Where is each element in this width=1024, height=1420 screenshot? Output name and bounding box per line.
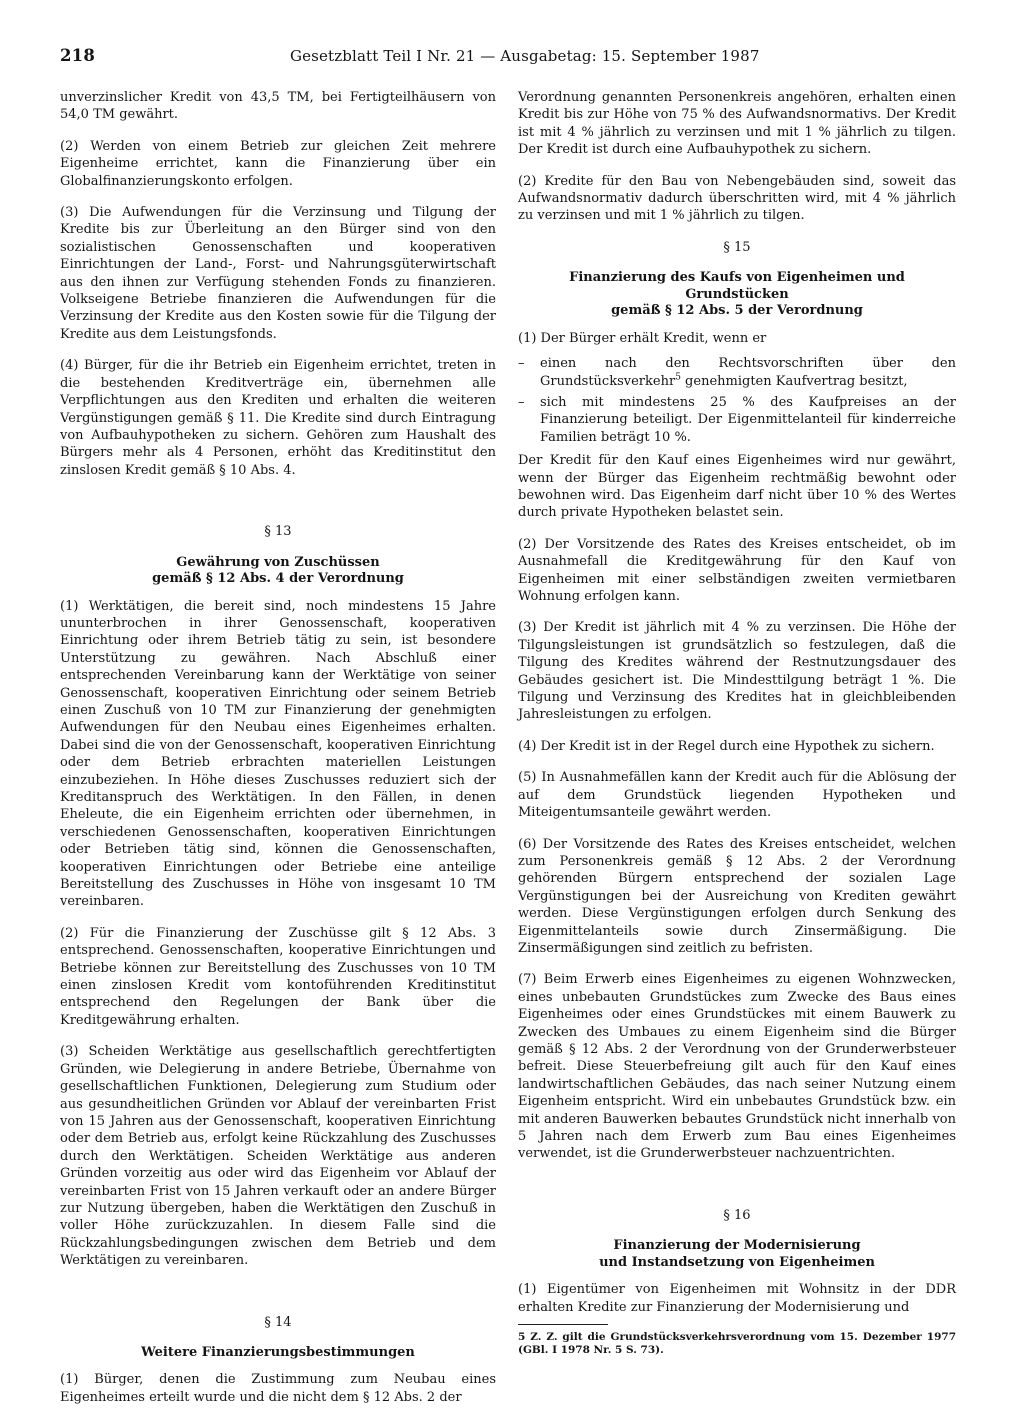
paragraph: (5) In Ausnahmefällen kann der Kredit auch für die Ablösung der auf dem Grundstück liegenden Hypotheken und Miteigentumsanteile gewährt werden. <box>518 770 956 821</box>
section-number-14: § 14 <box>264 1314 292 1330</box>
paragraph: unverzinslicher Kredit von 43,5 TM, bei Fertigteilhäusern von 54,0 TM gewährt. <box>60 90 496 123</box>
paragraph: (3) Die Aufwendungen für die Verzinsung und Tilgung der Kredite bis zur Überleitung an den Bürger sind von den sozialistischen Genossenschaften und kooperativen Einrichtungen der Land-, Forst- und Nahrungsgüterwirtschaft aus den ihnen zur Verfügung stehenden Fonds zu finanzieren. Volkseigene Betriebe finanzieren die Aufwendungen für die Verzinsung der Kredite aus den Kosten sowie für die Tilgung der Kredite aus dem Leistungsfonds. <box>60 205 496 342</box>
paragraph: (4) Bürger, für die ihr Betrieb ein Eigenheim errichtet, treten in die bestehenden Kreditverträge ein, übernehmen alle Verpflichtungen aus den Krediten und erhalten die weiteren Vergünstigungen gemäß § 11. Die Kredite sind durch Eintragung von Aufbauhypotheken zu sichern. Gehören zum Haushalt des Bürgers mehr als 4 Personen, erhöht das Kreditinstitut den zinslosen Kredit gemäß § 10 Abs. 4. <box>60 358 496 478</box>
dash-bullet: – <box>518 356 525 372</box>
section-title-13 <box>60 555 496 588</box>
paragraph: (7) Beim Erwerb eines Eigenheimes zu eigenen Wohnzwecken, eines unbebauten Grundstückes zum Zwecke des Baus eines Eigenheimes oder eines Grundstückes mit einem Bauwerk zu Zwecken des Umbaues zu einem Eigenheim sind die Bürger gemäß § 12 Abs. 2 der Verordnung von der Grunderwerbsteuer befreit. Diese Steuerbefreiung gilt auch für den Kauf eines landwirtschaftlichen Gebäudes, das nach seiner Nutzung einem Eigenheim entspricht. Wird ein unbebautes Grundstück bzw. ein mit anderen Bauwerken bebautes Grundstück nicht innerhalb von 5 Jahren nach dem Erwerb zum Bau eines Eigenheimes verwendet, ist die Grunderwerbsteuer nachzuentrichten. <box>518 972 956 1162</box>
paragraph: (2) Der Vorsitzende des Rates des Kreises entscheidet, ob im Ausnahmefall die Kreditgewährung für den Kauf von Eigenheimen mit einer selbständigen zweiten vermietbaren Wohnung erfolgen kann. <box>518 536 956 605</box>
section-title-16 <box>518 1238 956 1271</box>
section-title-line: Gewährung von Zuschüssen <box>176 554 380 570</box>
paragraph: Verordnung genannten Personenkreis angehören, erhalten einen Kredit bis zur Höhe von 75 % des Aufwandsnormativs. Der Kredit ist mit 4 % jährlich zu verzinsen und mit 1 % jährlich zu tilgen. Der Kredit ist durch eine Aufbauhypothek zu sichern. <box>518 90 956 158</box>
section-title-line: Finanzierung des Kaufs von Eigenheimen und Grundstücken <box>569 270 905 302</box>
list-item-text: einen nach den Rechtsvorschriften über den Grundstücksverkehr <box>540 356 956 389</box>
paragraph: (1) Der Bürger erhält Kredit, wenn er <box>518 330 767 346</box>
section-number-13: § 13 <box>264 524 292 540</box>
paragraph: (3) Der Kredit ist jährlich mit 4 % zu verzinsen. Die Höhe der Tilgungsleistungen ist grundsätzlich so festzulegen, daß die Tilgung des Kredites während der Restnutzungsdauer des Gebäudes gesichert ist. Die Mindesttilgung beträgt 1 %. Die Tilgung und Verzinsung des Kredites hat in gleichbleibenden Jahresleistungen zu erfolgen. <box>518 620 956 723</box>
list-item-text: sich mit mindestens 25 % des Kaufpreises an der Finanzierung beteiligt. Der Eigenmittelanteil für kinderreiche Familien beträgt 10 %. <box>540 394 956 445</box>
list-item-text: genehmigten Kaufvertrag besitzt, <box>680 373 908 389</box>
paragraph: (1) Werktätigen, die bereit sind, noch mindestens 15 Jahre ununterbrochen in ihrer Genossenschaft, kooperativen Einrichtung oder ihrem Betrieb tätig zu sein, ist besondere Unterstützung zu gewähren. Nach Abschluß einer entsprechenden Vereinbarung kann der Werktätige von seiner Genossenschaft, kooperativen Einrichtung oder seinem Betrieb einen Zuschuß von 10 TM zur Finanzierung der genehmigten Aufwendungen für den Neubau eines Eigenheimes erhalten. Dabei sind die von der Genossenschaft, kooperativen Einrichtung oder dem Betrieb erbrachten materiellen Leistungen einzubeziehen. In Höhe dieses Zuschusses reduziert sich der Kreditanspruch des Werktätigen. In den Fällen, in denen Eheleute, die ein Eigenheim errichten oder übernehmen, in verschiedenen Genossenschaften, kooperativen Einrichtungen oder Betrieben tätig sind, können die Genossenschaften, kooperativen Einrichtungen oder Betriebe eine anteilige Bereitstellung des Zuschusses in Höhe von insgesamt 10 TM vereinbaren. <box>60 598 496 910</box>
section-title-line: gemäß § 12 Abs. 4 der Verordnung <box>152 571 404 587</box>
header-title: Gesetzblatt Teil I Nr. 21 — Ausgabetag: 15. September 1987 <box>290 47 760 65</box>
section-title-14 <box>60 1345 496 1362</box>
paragraph: (4) Der Kredit ist in der Regel durch eine Hypothek zu sichern. <box>518 738 935 754</box>
list-item <box>518 355 956 390</box>
condition-list <box>518 355 956 446</box>
section-title-line: Finanzierung der Modernisierung <box>613 1238 861 1254</box>
section-title-15 <box>518 270 956 320</box>
list-item <box>518 394 956 446</box>
paragraph: Der Kredit für den Kauf eines Eigenheimes wird nur gewährt, wenn der Bürger das Eigenheim rechtmäßig bewohnt oder bewohnen wird. Das Eigenheim darf nicht über 10 % des Wertes durch private Hypotheken belastet sein. <box>518 453 956 521</box>
page-number: 218 <box>60 46 96 65</box>
page-header <box>60 46 960 70</box>
paragraph: (3) Scheiden Werktätige aus gesellschaftlich gerechtfertigten Gründen, wie Delegierung in andere Betriebe, Übernahme von gesellschaftlichen Funktionen, Delegierung zum Studium oder aus gesundheitlichen Gründen vor Ablauf der vereinbarten Frist von 15 Jahren aus der Genossenschaft, kooperativen Einrichtung oder dem Betrieb aus, erfolgt keine Rückzahlung des Zuschusses durch den Werktätigen. Scheiden Werktätige aus anderen Gründen vorzeitig aus oder wird das Eigenheim vor Ablauf der vereinbarten Frist von 15 Jahren verkauft oder an andere Bürger zur Nutzung übergeben, haben die Werktätigen den Zuschuß in voller Höhe zurückzuzahlen. In diesem Falle sind die Rückzahlungsbedingungen zwischen dem Betrieb und dem Werktätigen zu vereinbaren. <box>60 1044 496 1269</box>
section-title-line: und Instandsetzung von Eigenheimen <box>599 1254 875 1270</box>
paragraph: (2) Kredite für den Bau von Nebengebäuden sind, soweit das Aufwandsnormativ dadurch überschritten wird, mit 4 % jährlich zu verzinsen und mit 1 % jährlich zu tilgen. <box>518 173 956 224</box>
section-number-16: § 16 <box>723 1207 751 1223</box>
paragraph: (1) Eigentümer von Eigenheimen mit Wohnsitz in der DDR erhalten Kredite zur Finanzierung der Modernisierung und <box>518 1282 956 1315</box>
section-title-line: gemäß § 12 Abs. 5 der Verordnung <box>611 303 863 319</box>
footnote-divider <box>518 1324 608 1325</box>
paragraph: (2) Für die Finanzierung der Zuschüsse gilt § 12 Abs. 3 entsprechend. Genossenschaften, kooperative Einrichtungen und Betriebe können zur Bereitstellung des Zuschusses von 10 TM einen zinslosen Kredit vom kontoführenden Kreditinstitut entsprechend den Regelungen der Bank über die Kreditgewährung erhalten. <box>60 925 496 1028</box>
section-number-15: § 15 <box>723 239 751 255</box>
dash-bullet: – <box>518 394 525 410</box>
left-column <box>60 89 496 1420</box>
section-title-line: Weitere Finanzierungsbestimmungen <box>141 1344 415 1360</box>
footnote-marker: 5 <box>675 372 681 383</box>
footnote: 5 Z. Z. gilt die Grundstücksverkehrsverordnung vom 15. Dezember 1977 (GBl. I 1978 Nr. 5 S. 73). <box>518 1331 956 1357</box>
right-column <box>518 89 956 1357</box>
paragraph: (6) Der Vorsitzende des Rates des Kreises entscheidet, welchen zum Personenkreis gemäß § 12 Abs. 2 der Verordnung gehörenden Bürgern entsprechend der sozialen Lage Vergünstigungen bei der Ausreichung von Krediten gewährt werden. Diese Vergünstigungen erfolgen durch Senkung des Eigenmittelanteils sowie durch Zinsermäßigung. Die Zinsermäßigungen sind zeitlich zu befristen. <box>518 836 956 956</box>
paragraph: (2) Werden von einem Betrieb zur gleichen Zeit mehrere Eigenheime errichtet, kann die Finanzierung über ein Globalfinanzierungskonto erfolgen. <box>60 138 496 189</box>
paragraph: (1) Bürger, denen die Zustimmung zum Neubau eines Eigenheimes erteilt wurde und die nicht dem § 12 Abs. 2 der <box>60 1372 496 1405</box>
